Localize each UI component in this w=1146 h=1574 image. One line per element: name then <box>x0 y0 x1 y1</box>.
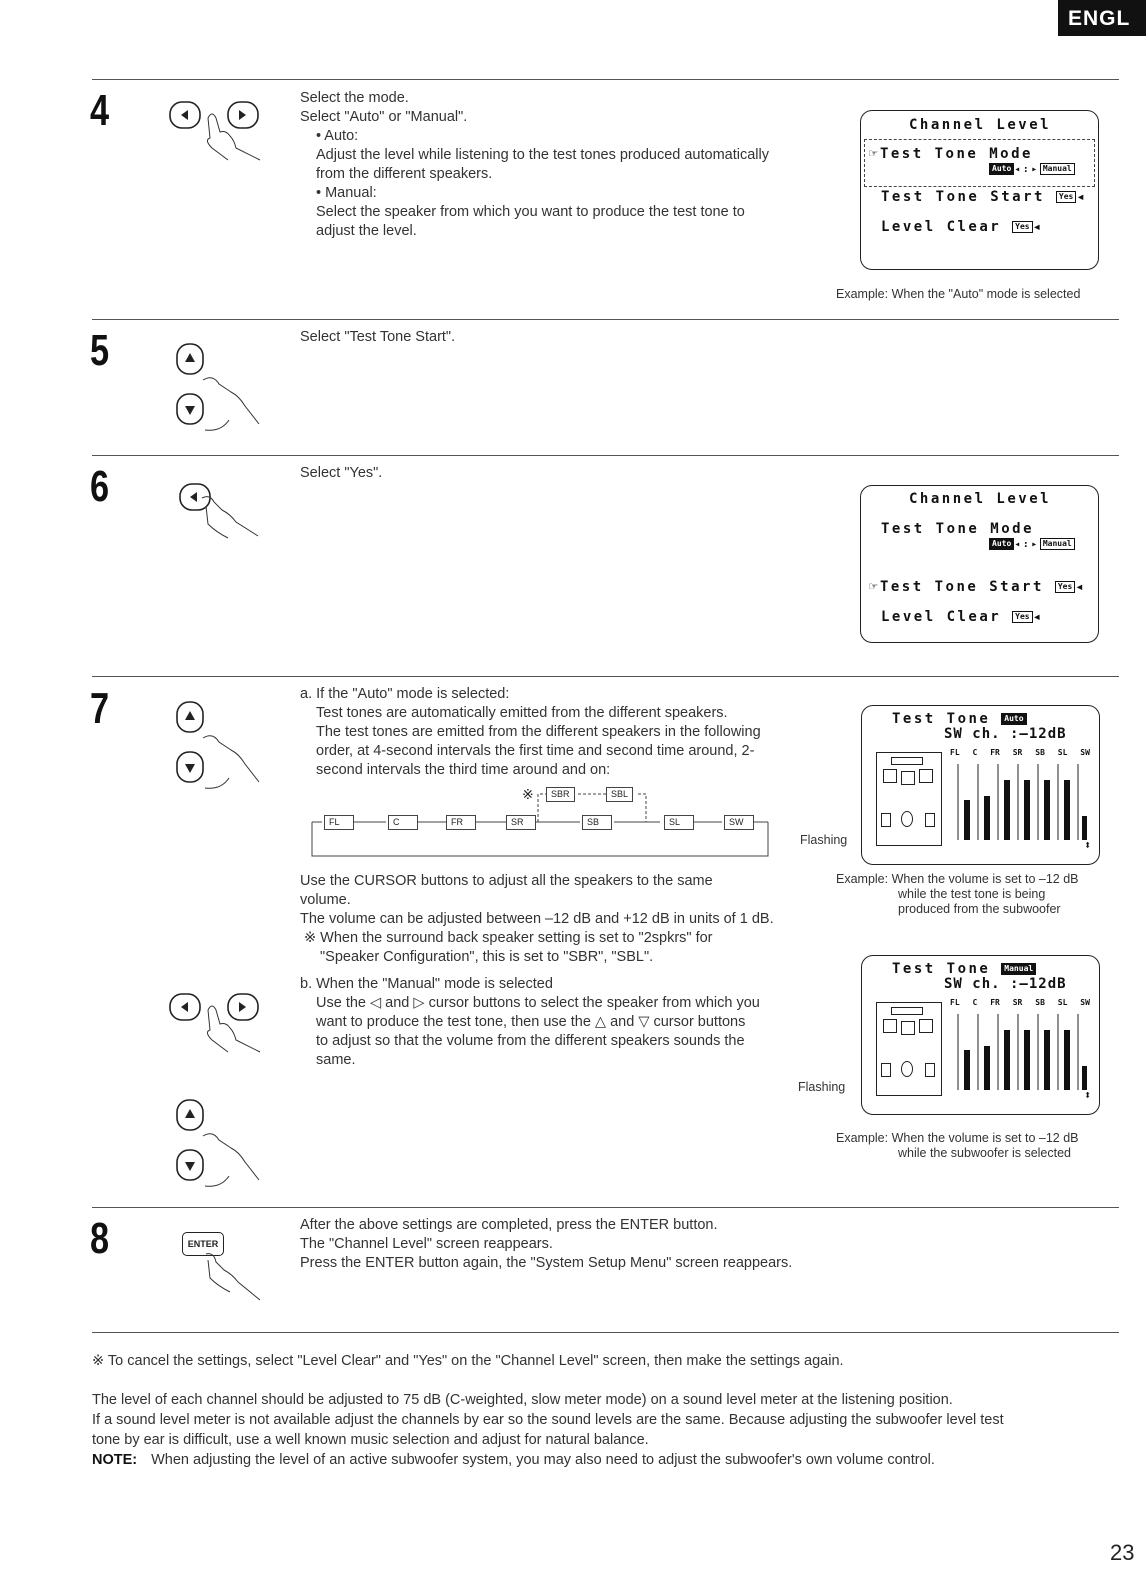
flashing-label: Flashing <box>800 833 848 847</box>
step-number: 4 <box>90 86 110 135</box>
footer-notes: The level of each channel should be adjusted to 75 dB (C-weighted, slow meter mode) on a sound level meter at the listening position. If a sound level meter is not available adjust the channels by ear so the sound levels are the same. Because adjusting the subwoofer level test tone by ear is difficult, use a well known music selection and adjust for natural balance. NOTE: When adjusting the level of an active subwoofer system, you may also need to adjust the subwoofer's own volume control. <box>92 1392 1004 1468</box>
test-tone-display-auto: Test Tone Auto SW ch. :–12dB FL C FR SR SB SL SW ⬍ <box>861 705 1100 865</box>
up-down-cursor-icon <box>175 698 265 798</box>
channel-level-display: Channel Level ☞Test Tone Mode Auto ◂:▸ Manual Test Tone Start Yes ◂ Level Clear Yes ◂ <box>860 110 1099 270</box>
yes-tag: Yes <box>1055 581 1075 593</box>
level-meters <box>950 1010 1090 1100</box>
hand-icon <box>200 1254 270 1304</box>
note-label: NOTE: <box>92 1452 138 1468</box>
sequence-box: FL <box>324 815 354 830</box>
step-number: 8 <box>90 1214 110 1263</box>
left-right-cursor-icon <box>168 98 278 160</box>
pointer-icon: ☞ <box>869 579 880 595</box>
auto-tag: Auto <box>989 163 1014 175</box>
step-number: 7 <box>90 684 110 733</box>
step-7-middle-text: Use the CURSOR buttons to adjust all the speakers to the same volume. The volume can be adjusted between –12 dB and +12 dB in units of 1 dB. ※ When the surround back speaker setting is set to "2spkrs" for "Speaker Configuration", this is set to "SBR", "SBL". b. When the "Manual" mode is selected Use the ◁ and ▷ cursor buttons to select the speaker from which you want to produce the test tone, then use the △ and ▽ cursor buttons to adjust so that the volume from the different speakers sounds the same. <box>300 873 774 1068</box>
step-number: 6 <box>90 462 110 511</box>
auto-tag: Auto <box>989 538 1014 550</box>
sequence-box: SR <box>506 815 536 830</box>
manual-tag: Manual <box>1040 163 1075 175</box>
divider <box>92 79 1119 80</box>
yes-tag: Yes <box>1012 221 1032 233</box>
manual-tag: Manual <box>1040 538 1075 550</box>
sequence-arrows <box>310 790 780 860</box>
language-tab: ENGL <box>1058 0 1146 36</box>
step-6-text: Select "Yes". <box>300 465 383 481</box>
step-4-text: Select the mode. Select "Auto" or "Manual". • Auto: Adjust the level while listening to the test tones produced automatically from the different speakers. • Manual: Select the speaker from which you want to produce the test tone to adjust the level. <box>300 90 769 239</box>
left-cursor-icon <box>178 480 268 540</box>
yes-tag: Yes <box>1012 611 1032 623</box>
flashing-label: Flashing <box>798 1080 846 1094</box>
divider <box>92 1332 1119 1333</box>
sequence-box: FR <box>446 815 476 830</box>
sequence-box: SBR <box>546 787 575 802</box>
scroll-icon: ⬍ <box>1084 838 1092 852</box>
step-number: 5 <box>90 326 110 375</box>
sequence-box: SL <box>664 815 694 830</box>
sequence-box: SB <box>582 815 612 830</box>
test-tone-display-manual: Test Tone Manual SW ch. :–12dB FL C FR SR SB SL SW ⬍ <box>861 955 1100 1115</box>
scroll-icon: ⬍ <box>1084 1088 1092 1102</box>
auto-tag: Auto <box>1001 713 1026 725</box>
sequence-box: C <box>388 815 418 830</box>
divider <box>92 1207 1119 1208</box>
speaker-sequence-diagram: ※ SBR SBL FL C FR SR SB SL SW <box>310 790 780 860</box>
divider <box>92 676 1119 677</box>
step-5-text: Select "Test Tone Start". <box>300 329 456 345</box>
display-caption: Example: When the volume is set to –12 dB while the test tone is being produced from the subwoofer <box>836 872 1079 916</box>
channel-labels: FL C FR SR SB SL SW <box>950 748 1090 757</box>
sequence-box: SBL <box>606 787 633 802</box>
speaker-room-diagram <box>876 752 942 846</box>
left-right-cursor-icon <box>168 990 278 1052</box>
page-number: 23 <box>1110 1540 1135 1565</box>
display-caption: Example: When the "Auto" mode is selected <box>836 287 1081 301</box>
cancel-note: ※ To cancel the settings, select "Level Clear" and "Yes" on the "Channel Level" screen, then make the settings again. <box>92 1353 844 1369</box>
step-7a-text: a. If the "Auto" mode is selected: Test tones are automatically emitted from the different speakers. The test tones are emitted from the different speakers in the following order, at 4-second intervals the first time and second time around, 2- second intervals the third time around and on: <box>300 686 761 778</box>
display-caption: Example: When the volume is set to –12 dB while the subwoofer is selected <box>836 1131 1079 1160</box>
up-down-cursor-icon <box>175 1096 265 1196</box>
step-8-text: After the above settings are completed, press the ENTER button. The "Channel Level" screen reappears. Press the ENTER button again, the "System Setup Menu" screen reappears. <box>300 1217 793 1271</box>
enter-button-icon: ENTER <box>182 1232 224 1256</box>
manual-tag: Manual <box>1001 963 1036 975</box>
yes-tag: Yes <box>1056 191 1076 203</box>
speaker-room-diagram <box>876 1002 942 1096</box>
sequence-box: SW <box>724 815 754 830</box>
divider <box>92 319 1119 320</box>
divider <box>92 455 1119 456</box>
pointer-icon: ☞ <box>869 146 880 162</box>
channel-labels: FL C FR SR SB SL SW <box>950 998 1090 1007</box>
level-meters <box>950 760 1090 850</box>
channel-level-display: Channel Level Test Tone Mode Auto ◂:▸ Manual ☞Test Tone Start Yes ◂ Level Clear Yes ◂ <box>860 485 1099 643</box>
up-down-cursor-icon <box>175 340 265 440</box>
